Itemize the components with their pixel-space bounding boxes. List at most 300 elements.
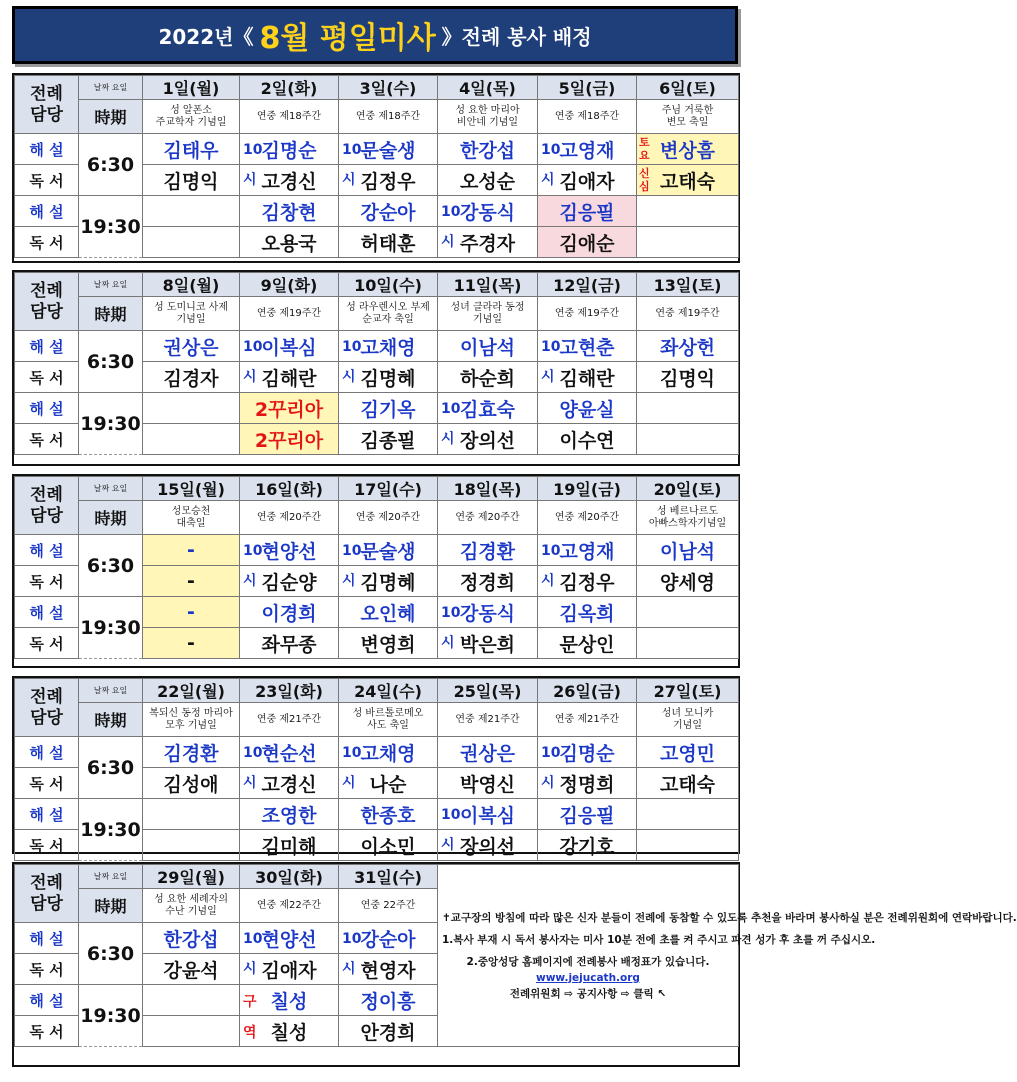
tag-si: 시 [441,431,455,447]
tag-si: 시 [342,573,356,589]
time-cell: 19:30 [79,196,143,258]
day-header: 날짜 요일 [79,273,143,297]
date-cell: 6일(토) [637,76,739,100]
volunteer-name-cell [538,331,637,362]
date-cell: 27일(토) [637,679,739,703]
volunteer-name-cell [143,566,240,597]
volunteer-name: 현순선 [261,742,317,765]
volunteer-name: 이남석 [459,336,516,359]
feast-cell: 성녀 클라라 동정 기념일 [438,297,538,331]
role-header [15,76,79,134]
tag-10: 10 [342,931,362,947]
tag-si: 시 [541,172,555,188]
volunteer-name: 이소민 [360,835,416,858]
volunteer-name: 좌무종 [261,633,317,656]
volunteer-name: 주경자 [459,232,516,255]
volunteer-name: 김명혜 [360,571,416,594]
volunteer-name-cell [438,393,538,424]
volunteer-name: 고영재 [559,139,615,162]
volunteer-name: 양세영 [659,571,716,594]
volunteer-name-cell [637,362,739,393]
date-cell: 8일(월) [143,273,240,297]
feast-cell: 성녀 모니카 기념일 [637,703,739,737]
tag-10: 10 [541,142,561,158]
tag-10: 10 [441,204,461,220]
day-header: 날짜 요일 [79,76,143,100]
volunteer-name-cell [143,830,240,861]
volunteer-name-cell [240,1016,339,1047]
volunteer-name: 권상은 [163,336,219,359]
time-header: 時期 [79,501,143,535]
volunteer-name-cell [637,196,739,227]
volunteer-name-cell [339,597,438,628]
volunteer-name: 조영한 [261,804,317,827]
volunteer-name-cell [339,227,438,258]
tag-si: 시 [243,573,257,589]
volunteer-name: 좌상헌 [659,336,716,359]
page-banner [12,6,738,64]
date-cell: 25일(목) [438,679,538,703]
tag-si: 시 [441,837,455,853]
volunteer-name: 김응필 [559,201,615,224]
tag-si: 시 [243,775,257,791]
reader-label: 독 서 [15,768,79,799]
volunteer-name-cell [538,535,637,566]
volunteer-name: 김명익 [163,170,219,193]
week-block [12,862,1017,1067]
tag-si: 시 [541,369,555,385]
volunteer-name-cell [143,1016,240,1047]
volunteer-name-cell [143,393,240,424]
date-cell: 9일(화) [240,273,339,297]
date-cell: 2일(화) [240,76,339,100]
time-header: 時期 [79,100,143,134]
volunteer-name: 김해란 [261,367,317,390]
volunteer-name-cell [339,393,438,424]
role-header-l1: 전례 [30,686,63,707]
week-block [12,474,740,668]
feast-cell: 연중 제22주간 [240,889,339,923]
notice-1: ✝교구장의 방침에 따라 많은 신자 분들이 전례에 동참할 수 있도록 추천을 바라며 봉사하실 분은 전례위원회에 연락바랍니다. [442,911,1017,924]
volunteer-name-cell [143,165,240,196]
volunteer-name-cell [538,597,637,628]
role-header-l2: 담당 [30,707,63,728]
volunteer-name: 김애순 [559,232,615,255]
volunteer-name: 한강섭 [163,928,219,951]
volunteer-name-cell [240,424,339,455]
tag-10: 10 [541,339,561,355]
reader-label: 독 서 [15,628,79,659]
feast-cell: 복되신 동정 마리아 모후 기념일 [143,703,240,737]
volunteer-name-cell [240,566,339,597]
feast-cell: 성 요한 마리아 비안네 기념일 [438,100,538,134]
date-cell: 11일(목) [438,273,538,297]
reader-label: 독 서 [15,227,79,258]
tag-si: 시 [243,961,257,977]
reader-label: 독 서 [15,1016,79,1047]
role-header-l1: 전례 [30,484,63,505]
time-cell: 6:30 [79,134,143,196]
role-header [15,679,79,737]
volunteer-name-cell [637,393,739,424]
volunteer-name-cell [339,535,438,566]
banner-subtitle: 》전례 봉사 배정 [441,24,592,49]
volunteer-name: 김경환 [163,742,219,765]
feast-cell: 연중 제18주간 [240,100,339,134]
volunteer-name-cell [438,799,538,830]
week-block [12,676,740,858]
tag-si: 시 [342,775,356,791]
volunteer-name: 김애자 [559,170,615,193]
volunteer-name-cell [143,985,240,1016]
volunteer-name-cell [339,985,438,1016]
volunteer-name: 고채영 [360,336,416,359]
volunteer-name-cell [339,165,438,196]
volunteer-name-cell [637,134,739,165]
tag-si: 시 [243,172,257,188]
tag-si: 시 [342,172,356,188]
date-cell: 13일(토) [637,273,739,297]
volunteer-name-cell [438,768,538,799]
volunteer-name: 김미해 [261,835,317,858]
volunteer-name-cell [339,923,438,954]
volunteer-name-cell [339,331,438,362]
volunteer-name: 김태우 [163,139,219,162]
date-cell: 20일(토) [637,477,739,501]
volunteer-name-cell [143,362,240,393]
tag-10: 10 [243,745,263,761]
tag-si: 시 [541,775,555,791]
tag-10: 10 [243,543,263,559]
date-cell: 5일(금) [538,76,637,100]
notice-2: 1.복사 부재 시 독서 봉사자는 미사 10분 전에 초를 켜 주시고 파견 성가 후 초를 꺼 주십시오. [442,933,876,946]
time-cell: 6:30 [79,535,143,597]
role-header-l2: 담당 [30,893,63,914]
volunteer-name: 문술생 [360,139,416,162]
volunteer-name: 김응필 [559,804,615,827]
volunteer-name-cell [339,799,438,830]
volunteer-name: 이복심 [261,336,317,359]
volunteer-name-cell [637,535,739,566]
role-header-l2: 담당 [30,104,63,125]
volunteer-name: 강순아 [360,928,416,951]
feast-cell: 연중 제20주간 [240,501,339,535]
tag-10: 10 [441,401,461,417]
volunteer-name: 장의선 [459,429,516,452]
tag-10: 10 [342,543,362,559]
volunteer-name: 이복심 [459,804,516,827]
tag-10: 10 [342,339,362,355]
tag-10: 10 [342,142,362,158]
volunteer-name: 현양선 [261,928,317,951]
volunteer-name-cell [240,628,339,659]
time-header: 時期 [79,889,143,923]
volunteer-name: - [187,601,195,623]
volunteer-name: 나순 [369,773,407,796]
volunteer-name: 현영자 [360,959,416,982]
volunteer-name: 고채영 [360,742,416,765]
time-cell: 19:30 [79,393,143,455]
volunteer-name: 김창현 [261,201,317,224]
volunteer-name-cell [143,628,240,659]
volunteer-name-cell [143,196,240,227]
date-cell: 12일(금) [538,273,637,297]
volunteer-name: 박은희 [459,633,516,656]
volunteer-name-cell [538,424,637,455]
volunteer-name-cell [143,331,240,362]
volunteer-name-cell [240,799,339,830]
banner-year: 2022년《 [158,24,254,49]
feast-cell: 연중 제19주간 [538,297,637,331]
commentator-label: 해 설 [15,985,79,1016]
date-cell: 3일(수) [339,76,438,100]
date-cell: 10일(수) [339,273,438,297]
volunteer-name-cell [538,799,637,830]
date-cell: 23일(화) [240,679,339,703]
volunteer-name-cell [240,737,339,768]
role-header [15,865,79,923]
reader-label: 독 서 [15,362,79,393]
volunteer-name-cell [339,424,438,455]
volunteer-name: 김옥희 [559,602,615,625]
volunteer-name-cell [240,830,339,861]
feast-cell: 성 요한 세례자의 수난 기념일 [143,889,240,923]
time-cell: 19:30 [79,597,143,659]
volunteer-name-cell [240,768,339,799]
volunteer-name-cell [240,954,339,985]
volunteer-name: 김애자 [261,959,317,982]
time-cell: 19:30 [79,985,143,1047]
tag-10: 10 [243,339,263,355]
volunteer-name-cell [637,165,739,196]
volunteer-name: 강순아 [360,201,416,224]
volunteer-name-cell [637,424,739,455]
volunteer-name: 김성애 [163,773,219,796]
volunteer-name-cell [339,1016,438,1047]
commentator-label: 해 설 [15,923,79,954]
feast-cell: 성 베르나르도 아빠스학자기념일 [637,501,739,535]
volunteer-name-cell [240,923,339,954]
date-cell: 29일(월) [143,865,240,889]
volunteer-name: 강윤석 [163,959,219,982]
volunteer-name: 2꾸리아 [254,429,324,452]
role-header [15,477,79,535]
tag-10: 10 [541,745,561,761]
volunteer-name-cell [240,331,339,362]
volunteer-name-cell [637,830,739,861]
volunteer-name: - [187,570,195,592]
volunteer-name: 김기옥 [360,398,416,421]
volunteer-name: - [187,539,195,561]
volunteer-name-cell [637,737,739,768]
volunteer-name-cell [538,227,637,258]
commentator-label: 해 설 [15,134,79,165]
volunteer-name-cell [637,566,739,597]
volunteer-name-cell [143,799,240,830]
volunteer-name: 오용국 [261,232,317,255]
volunteer-name-cell [538,134,637,165]
volunteer-name: 김명익 [659,367,716,390]
reader-label: 독 서 [15,424,79,455]
volunteer-name-cell [240,165,339,196]
volunteer-name-cell [637,227,739,258]
commentator-label: 해 설 [15,737,79,768]
notice-path: 전례위원회 ⇨ 공지사항 ⇨ 클릭 ↖ [509,987,667,1000]
feast-cell: 성 바르톨로메오 사도 축일 [339,703,438,737]
volunteer-name: 김명순 [559,742,615,765]
time-cell: 6:30 [79,737,143,799]
volunteer-name: 장의선 [459,835,516,858]
volunteer-name: 고경신 [261,773,317,796]
date-cell: 22일(월) [143,679,240,703]
volunteer-name-cell [438,362,538,393]
volunteer-name-cell [240,196,339,227]
tag-si: 시 [342,961,356,977]
volunteer-name-cell [637,799,739,830]
volunteer-name-cell [339,362,438,393]
volunteer-name: 이경희 [261,602,317,625]
volunteer-name: 김경환 [459,540,516,563]
volunteer-name-cell [339,628,438,659]
feast-cell: 연중 제19주간 [637,297,739,331]
volunteer-name-cell [339,737,438,768]
volunteer-name-cell [637,768,739,799]
commentator-label: 해 설 [15,393,79,424]
volunteer-name: 김효숙 [459,398,516,421]
volunteer-name-cell [538,737,637,768]
role-header-l1: 전례 [30,83,63,104]
feast-cell: 성 라우렌시오 부제 순교자 축일 [339,297,438,331]
volunteer-name: 변영희 [360,633,416,656]
tag-si: 시 [342,369,356,385]
feast-cell: 주님 거룩한 변모 축일 [637,100,739,134]
tag-si: 시 [441,635,455,651]
role-header-l1: 전례 [30,872,63,893]
volunteer-name-cell [438,424,538,455]
volunteer-name: 문상인 [559,633,615,656]
date-cell: 16일(화) [240,477,339,501]
tag-10: 10 [541,543,561,559]
volunteer-name-cell [538,566,637,597]
volunteer-name: 고영민 [659,742,716,765]
volunteer-name-cell [438,830,538,861]
date-cell: 26일(금) [538,679,637,703]
website-link[interactable]: www.jejucath.org [536,971,640,984]
feast-cell: 연중 22주간 [339,889,438,923]
volunteer-name-cell [438,566,538,597]
tag-10: 10 [243,931,263,947]
tag-yeok: 역 [243,1025,257,1041]
volunteer-name: 고태숙 [659,170,716,193]
volunteer-name: 칠성 [270,1021,308,1044]
feast-cell: 성모승천 대축일 [143,501,240,535]
volunteer-name: 문술생 [360,540,416,563]
volunteer-name: 김명순 [261,139,317,162]
volunteer-name-cell [143,954,240,985]
volunteer-name: 권상은 [459,742,516,765]
volunteer-name-cell [438,737,538,768]
volunteer-name-cell [143,597,240,628]
volunteer-name-cell [538,393,637,424]
volunteer-name: 정경희 [459,571,516,594]
volunteer-name: 이수연 [559,429,615,452]
volunteer-name: 고현춘 [559,336,615,359]
tag-saturday-devotion: 신 심 [639,167,650,193]
volunteer-name-cell [538,362,637,393]
volunteer-name-cell [143,535,240,566]
feast-cell: 성 도미니코 사제 기념일 [143,297,240,331]
week-block [12,73,740,263]
tag-saturday-devotion: 토 요 [639,136,650,162]
tag-10: 10 [441,605,461,621]
notice-box [438,865,1017,1047]
volunteer-name: 변상흠 [659,139,716,162]
date-cell: 24일(수) [339,679,438,703]
volunteer-name: - [187,632,195,654]
tag-si: 시 [541,573,555,589]
volunteer-name: 고경신 [261,170,317,193]
role-header-l1: 전례 [30,280,63,301]
volunteer-name-cell [438,628,538,659]
volunteer-name: 이남석 [659,540,716,563]
volunteer-name-cell [143,134,240,165]
volunteer-name-cell [339,830,438,861]
volunteer-name-cell [438,535,538,566]
notice-3: 2.중앙성당 홈페이지에 전례봉사 배정표가 있습니다. [466,955,710,968]
volunteer-name-cell [538,196,637,227]
reader-label: 독 서 [15,566,79,597]
feast-cell: 연중 제19주간 [240,297,339,331]
volunteer-name: 안경희 [360,1021,416,1044]
volunteer-name-cell [538,165,637,196]
volunteer-name-cell [438,134,538,165]
reader-label: 독 서 [15,830,79,861]
volunteer-name-cell [538,830,637,861]
volunteer-name: 박영신 [459,773,516,796]
volunteer-name: 한종호 [360,804,416,827]
volunteer-name-cell [240,393,339,424]
volunteer-name-cell [143,227,240,258]
volunteer-name: 김명혜 [360,367,416,390]
volunteer-name: 김해란 [559,367,615,390]
date-cell: 30일(화) [240,865,339,889]
volunteer-name-cell [240,227,339,258]
volunteer-name-cell [240,597,339,628]
volunteer-name: 양윤실 [559,398,615,421]
volunteer-name: 한강섭 [459,139,516,162]
time-header: 時期 [79,297,143,331]
volunteer-name-cell [438,227,538,258]
day-header: 날짜 요일 [79,865,143,889]
volunteer-name: 칠성 [270,990,308,1013]
date-cell: 18일(목) [438,477,538,501]
volunteer-name: 현양선 [261,540,317,563]
feast-cell: 연중 제18주간 [538,100,637,134]
date-cell: 4일(목) [438,76,538,100]
tag-10: 10 [342,745,362,761]
volunteer-name: 고태숙 [659,773,716,796]
volunteer-name-cell [143,923,240,954]
feast-cell: 연중 제20주간 [339,501,438,535]
date-cell: 17일(수) [339,477,438,501]
volunteer-name-cell [339,134,438,165]
volunteer-name-cell [339,196,438,227]
time-cell: 19:30 [79,799,143,861]
volunteer-name: 강동식 [459,201,516,224]
volunteer-name-cell [438,597,538,628]
volunteer-name: 고영재 [559,540,615,563]
volunteer-name: 오인혜 [360,602,416,625]
